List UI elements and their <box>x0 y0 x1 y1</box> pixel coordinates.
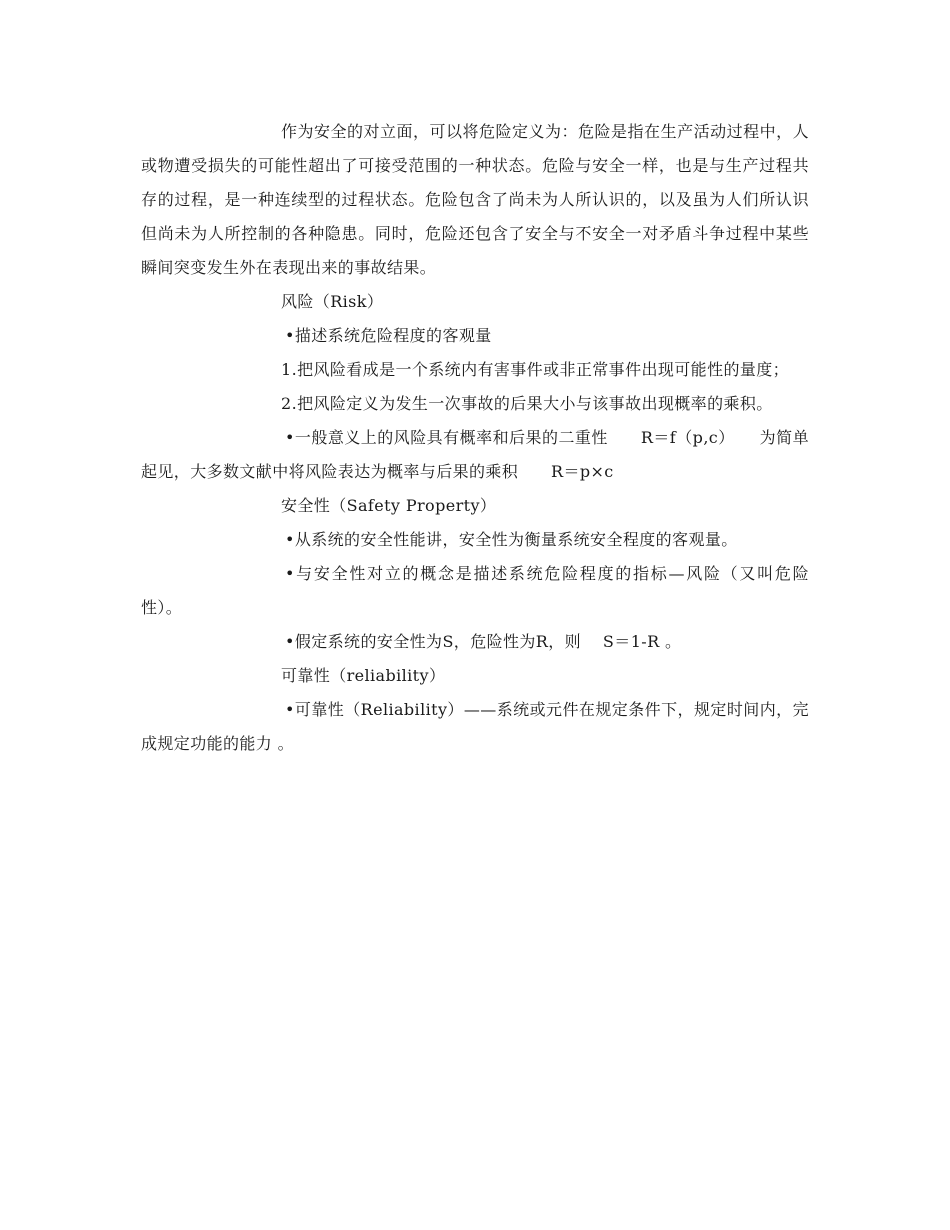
reliability-heading: 可靠性（reliability） <box>281 666 446 685</box>
risk-heading: 风险（Risk） <box>281 292 384 311</box>
risk-bullet-1: •描述系统危险程度的客观量 <box>285 326 492 345</box>
reliability-bullet-1: •可靠性（Reliability）——系统或元件在规定条件下，规定时间内，完成规定功能的能力 。 <box>141 700 809 753</box>
risk-bullet-2: •一般意义上的风险具有概率和后果的二重性 R＝f（p,c） 为简单起见，大多数文献中将风险表达为概率与后果的乘积 R＝p×c <box>141 428 809 481</box>
risk-item-2: 2.把风险定义为发生一次事故的后果大小与该事故出现概率的乘积。 <box>281 394 773 413</box>
safety-heading: 安全性（Safety Property） <box>281 496 497 515</box>
risk-item-1: 1.把风险看成是一个系统内有害事件或非正常事件出现可能性的量度； <box>281 360 790 379</box>
safety-bullet-2: •与安全性对立的概念是描述系统危险程度的指标—风险（又叫危险性）。 <box>141 564 809 617</box>
intro-paragraph: 作为安全的对立面，可以将危险定义为：危险是指在生产活动过程中，人或物遭受损失的可能性超出了可接受范围的一种状态。危险与安全一样，也是与生产过程共存的过程，是一种连续型的过程状态。危险包含了尚未为人所认识的，以及虽为人们所认识但尚未为人所控制的各种隐患。同时，危险还包含了安全与不安全一对矛盾斗争过程中某些瞬间突变发生外在表现出来的事故结果。 <box>141 122 809 277</box>
document-page <box>141 115 809 761</box>
safety-bullet-1: •从系统的安全性能讲，安全性为衡量系统安全程度的客观量。 <box>285 530 738 549</box>
safety-bullet-3: •假定系统的安全性为S，危险性为R，则 S＝1-R 。 <box>285 632 682 651</box>
